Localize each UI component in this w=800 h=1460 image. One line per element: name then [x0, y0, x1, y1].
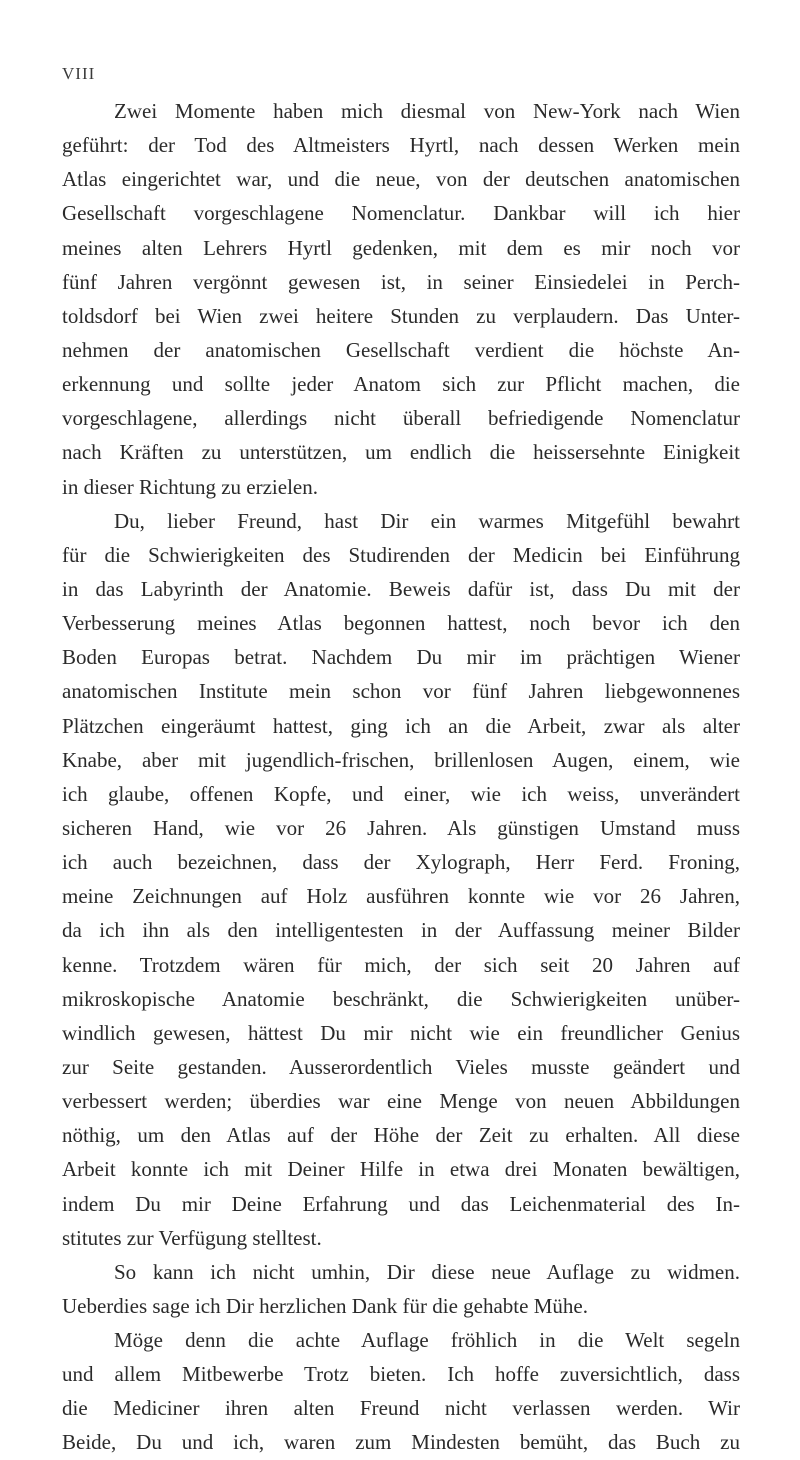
text-line: stitutes zur Verfügung stelltest. [62, 1225, 322, 1250]
text-line: geführt: der Tod des Altmeisters Hyrtl, nach dessen Werken mein [62, 133, 740, 158]
text-line: vorgeschlagene, allerdings nicht überall befriedigende Nomenclatur [62, 406, 740, 431]
text-line: Atlas eingerichtet war, und die neue, von der deutschen anatomischen [62, 167, 740, 192]
text-line: Arbeit konnte ich mit Deiner Hilfe in etwa drei Monaten bewältigen, [62, 1157, 740, 1182]
text-line: Plätzchen eingeräumt hattest, ging ich an die Arbeit, zwar als alter [62, 713, 740, 738]
text-line: in dieser Richtung zu erzielen. [62, 474, 318, 499]
text-line: Gesellschaft vorgeschlagene Nomenclatur. Dankbar will ich hier [62, 201, 740, 226]
text-line: windlich gewesen, hättest Du mir nicht wie ein freundlicher Genius [62, 1020, 740, 1045]
text-line: So kann ich nicht umhin, Dir diese neue Auflage zu widmen. [114, 1259, 740, 1284]
text-line: zur Seite gestanden. Ausserordentlich Vieles musste geändert und [62, 1054, 740, 1079]
text-line: in das Labyrinth der Anatomie. Beweis dafür ist, dass Du mit der [62, 576, 740, 601]
text-line: und allem Mitbewerbe Trotz bieten. Ich hoffe zuversichtlich, dass [62, 1362, 740, 1387]
text-line: anatomischen Institute mein schon vor fünf Jahren liebgewonnenes [62, 679, 740, 704]
text-line: sicheren Hand, wie vor 26 Jahren. Als günstigen Umstand muss [62, 815, 740, 840]
text-line: Ueberdies sage ich Dir herzlichen Dank für die gehabte Mühe. [62, 1293, 588, 1318]
text-line: die Mediciner ihren alten Freund nicht verlassen werden. Wir [62, 1396, 740, 1421]
text-line: kenne. Trotzdem wären für mich, der sich seit 20 Jahren auf [62, 952, 740, 977]
text-line: Beide, Du und ich, waren zum Mindesten bemüht, das Buch zu [62, 1430, 740, 1455]
text-line: toldsdorf bei Wien zwei heitere Stunden zu verplaudern. Das Unter- [62, 303, 740, 328]
text-line: Möge denn die achte Auflage fröhlich in die Welt segeln [114, 1328, 740, 1353]
text-line: nach Kräften zu unterstützen, um endlich die heissersehnte Einigkeit [62, 440, 740, 465]
text-line: fünf Jahren vergönnt gewesen ist, in seiner Einsiedelei in Perch- [62, 269, 740, 294]
text-line: meine Zeichnungen auf Holz ausführen konnte wie vor 26 Jahren, [62, 884, 740, 909]
text-line: nehmen der anatomischen Gesellschaft verdient die höchste An- [62, 337, 740, 362]
text-line: meines alten Lehrers Hyrtl gedenken, mit dem es mir noch vor [62, 235, 740, 260]
text-line: da ich ihn als den intelligentesten in der Auffassung meiner Bilder [62, 918, 740, 943]
text-line: Du, lieber Freund, hast Dir ein warmes Mitgefühl bewahrt [114, 508, 740, 533]
text-line: indem Du mir Deine Erfahrung und das Leichenmaterial des In- [62, 1191, 740, 1216]
text-line: Boden Europas betrat. Nachdem Du mir im prächtigen Wiener [62, 645, 740, 670]
text-line: ich glaube, offenen Kopfe, und einer, wie ich weiss, unverändert [62, 781, 740, 806]
text-line: erkennung und sollte jeder Anatom sich zur Pflicht machen, die [62, 372, 740, 397]
text-line: Knabe, aber mit jugendlich-frischen, brillenlosen Augen, einem, wie [62, 747, 740, 772]
page-number: VIII [62, 64, 96, 83]
body-text [62, 94, 740, 1460]
text-line: Verbesserung meines Atlas begonnen hattest, noch bevor ich den [62, 611, 740, 636]
text-line: nöthig, um den Atlas auf der Höhe der Zeit zu erhalten. All diese [62, 1123, 740, 1148]
text-line: Zwei Momente haben mich diesmal von New-York nach Wien [114, 99, 740, 123]
text-line: für die Schwierigkeiten des Studirenden der Medicin bei Einführung [62, 542, 740, 567]
text-line: ich auch bezeichnen, dass der Xylograph, Herr Ferd. Froning, [62, 850, 740, 875]
text-line: verbessert werden; überdies war eine Menge von neuen Abbildungen [62, 1089, 740, 1114]
text-line: mikroskopische Anatomie beschränkt, die Schwierigkeiten unüber- [62, 986, 740, 1011]
